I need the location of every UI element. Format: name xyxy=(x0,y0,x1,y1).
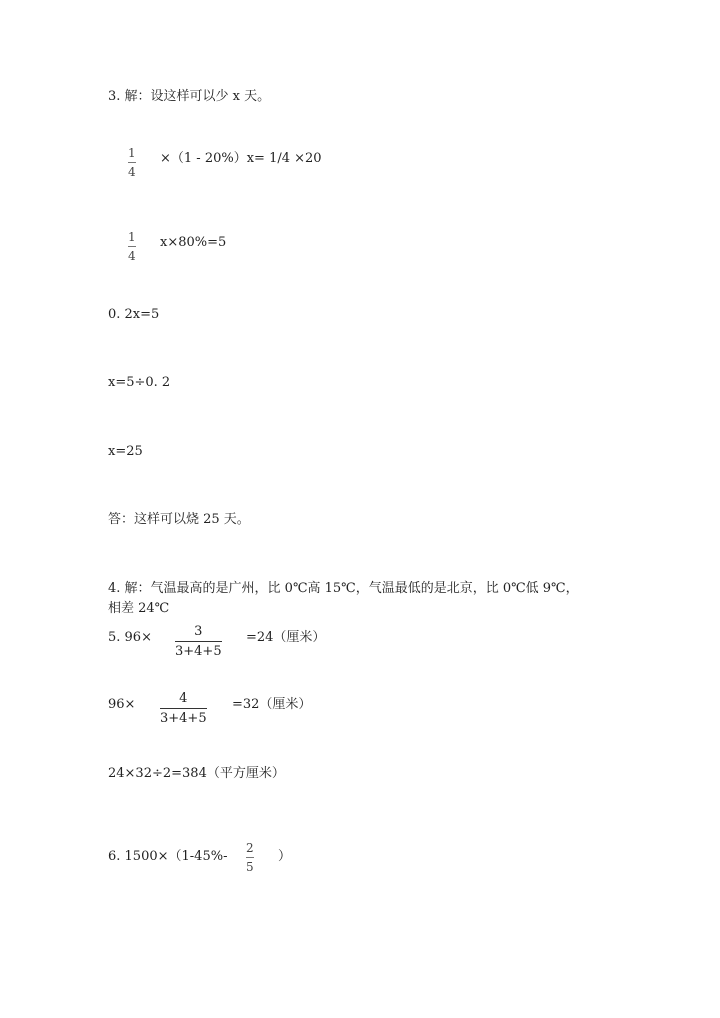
q5-line1-fraction xyxy=(175,625,222,658)
q4-line1: 4. 解：气温最高的是广州，比 0℃高 15℃，气温最低的是北京，比 0℃低 9℃， xyxy=(108,581,579,596)
q3-eq2-fraction xyxy=(128,231,136,262)
fraction-denominator: 3+4+5 xyxy=(160,711,207,726)
q3-eq1-expression: ×（1 - 20%）x= 1/4 ×20 xyxy=(160,151,322,166)
q6-suffix: ） xyxy=(278,849,292,864)
q5-line2-result: =32（厘米） xyxy=(232,697,312,712)
fraction-numerator: 1 xyxy=(128,146,136,160)
fraction-numerator: 1 xyxy=(128,230,136,244)
q3-step5: x=25 xyxy=(108,444,143,459)
q3-intro: 3. 解：设这样可以少 x 天。 xyxy=(108,89,271,104)
q3-step3: 0. 2x=5 xyxy=(108,307,160,322)
q6-fraction xyxy=(246,842,254,873)
q5-line2-prefix: 96× xyxy=(108,697,136,712)
q4-line2: 相差 24℃ xyxy=(108,601,170,616)
q5-line1-prefix: 5. 96× xyxy=(108,630,152,645)
q5-line1-result: =24（厘米） xyxy=(246,630,326,645)
fraction-denominator: 3+4+5 xyxy=(175,644,222,659)
fraction-denominator: 5 xyxy=(246,860,254,874)
q3-eq1-fraction xyxy=(128,147,136,178)
q5-line3: 24×32÷2=384（平方厘米） xyxy=(108,766,285,781)
fraction-numerator: 3 xyxy=(194,624,203,639)
fraction-numerator: 4 xyxy=(179,691,188,706)
q3-step4: x=5÷0. 2 xyxy=(108,375,171,390)
q5-line2-fraction xyxy=(160,692,207,725)
fraction-numerator: 2 xyxy=(246,841,254,855)
q3-eq2-expression: x×80%=5 xyxy=(160,235,227,250)
q3-answer: 答：这样可以烧 25 天。 xyxy=(108,512,250,527)
q6-prefix: 6. 1500×（1-45%- xyxy=(108,849,228,864)
fraction-denominator: 4 xyxy=(128,165,136,179)
fraction-denominator: 4 xyxy=(128,249,136,263)
